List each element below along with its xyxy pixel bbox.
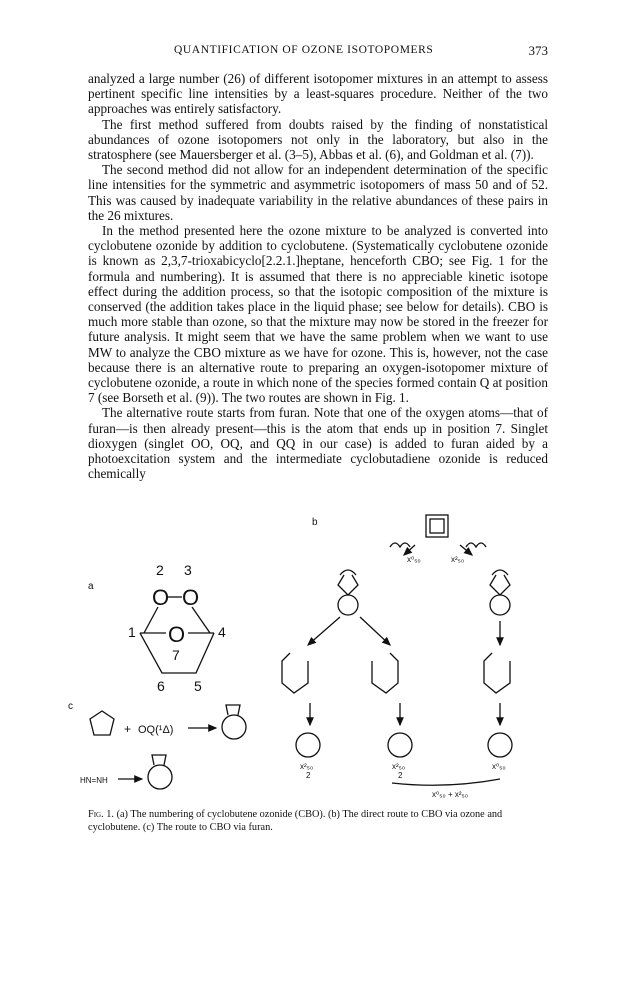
sum-brace xyxy=(392,779,500,785)
x50-asymmetric-label: x²₅₀ xyxy=(451,555,465,564)
cbo-product-3 xyxy=(488,733,512,757)
panel-b xyxy=(282,515,512,799)
zwitterion-1 xyxy=(282,653,308,693)
running-head xyxy=(88,44,548,60)
paragraph-5: The alternative route starts from furan. Note that one of the oxygen atoms—that of furan—is then already present—this is the atom that ends up in position 7. Singlet dioxygen (singlet OO, OQ, and QQ in our case) is added to furan aided by a photoexcitation system and the intermediate cyclobutadiene ozonide is reduced chemically xyxy=(88,405,548,482)
figure-1 xyxy=(60,513,580,803)
cbo-3-abundance: x⁰₅₀ xyxy=(492,762,506,771)
running-title: QUANTIFICATION OF OZONE ISOTOPOMERS xyxy=(174,44,434,56)
sum-label: x⁰₅₀ + x²₅₀ xyxy=(432,790,469,799)
panel-b-label: b xyxy=(312,517,318,528)
ozone-symmetric xyxy=(390,543,410,547)
paragraph-3: The second method did not allow for an independent determination of the specific line intensities for the symmetric and asymmetric isotopomers of mass 50 and of 52. This was caused by inadequate variability in the relative abundances of these pairs in the 26 mixtures. xyxy=(88,162,548,223)
body-text xyxy=(88,71,548,481)
caption-label: Fig. 1. xyxy=(88,809,114,820)
cbo-2-divisor: 2 xyxy=(398,771,403,780)
diimide-label: HN=NH xyxy=(80,776,108,785)
oxygen-3-atom: O xyxy=(182,585,200,610)
oxygen-7-atom: O xyxy=(168,622,186,647)
primary-ozonide-right-ring xyxy=(490,595,510,615)
panel-c-label: c xyxy=(68,701,73,712)
cbo-from-furan-peroxide xyxy=(152,755,166,765)
position-5-label: 5 xyxy=(194,678,202,694)
caption-text: (a) The numbering of cyclobutene ozonide (CBO). (b) The direct route to CBO via ozone and cyclobutene. (c) The route to CBO via furan. xyxy=(88,809,503,833)
primary-ozonide-left xyxy=(338,570,358,595)
intermediate-ozonide xyxy=(222,715,246,739)
paragraph-1: analyzed a large number (26) of different isotopomer mixtures in an attempt to assess pertinent specific line intensities by a least-squares procedure. Neither of the two approaches was entirely satisfactory. xyxy=(88,71,548,117)
primary-ozonide-left-ring xyxy=(338,595,358,615)
figure-caption xyxy=(88,808,548,834)
bond-o3-c4 xyxy=(192,607,210,633)
cbo-product-1 xyxy=(296,733,320,757)
page-number: 373 xyxy=(528,43,548,58)
arrow-split-left xyxy=(308,617,340,645)
ozone-asymmetric xyxy=(466,543,486,547)
furan-ring xyxy=(90,711,114,735)
singlet-oxygen-label: OQ(¹Δ) xyxy=(138,724,174,736)
oxygen-2-atom: O xyxy=(152,585,170,610)
intermediate-peroxide xyxy=(226,705,240,715)
position-2-label: 2 xyxy=(156,562,164,578)
figure-1-svg xyxy=(60,513,580,803)
bond-o2-c1 xyxy=(144,607,158,633)
arrow-split-right xyxy=(360,617,390,645)
position-7-label: 7 xyxy=(172,647,180,663)
paragraph-4: In the method presented here the ozone mixture to be analyzed is converted into cyclobutene ozonide by addition to cyclobutene. (Systematically cyclobutene ozonide is known as 2,3,7-trioxabicyclo[2.2.1.]heptane, henceforth CBO; see Fig. 1 for the formula and numbering). It is assumed that there is no appreciable kinetic isotope effect during the addition process, so that the isotopic composition of the mixture is conserved (the addition takes place in the liquid phase; see below for details). CBO is much more stable than ozone, so that the mixture may now be stored in the freezer for future analysis. It might seem that we have the same problem when we want to use MW to analyze the CBO mixture as we have for ozone. This is, however, not the case because there is an alternative route to preparing an oxygen-isotopomer mixture of cyclobutene ozonide, a route in which none of the species formed contain Q at position 7 (see Borseth et al. (9)). The two routes are shown in Fig. 1. xyxy=(88,223,548,406)
panel-c xyxy=(68,701,246,789)
x50-symmetric-label: x⁰₅₀ xyxy=(407,555,421,564)
cbo-1-divisor: 2 xyxy=(306,771,311,780)
position-1-label: 1 xyxy=(128,624,136,640)
cbo-1-abundance: x²₅₀ xyxy=(300,762,314,771)
plus-sign: + xyxy=(124,722,132,736)
cbo-product-2 xyxy=(388,733,412,757)
primary-ozonide-right xyxy=(490,570,510,595)
position-3-label: 3 xyxy=(184,562,192,578)
cyclobutene-inner xyxy=(430,519,444,533)
cbo-from-furan xyxy=(148,765,172,789)
paragraph-2: The first method suffered from doubts raised by the finding of nonstatistical abundances of ozone isotopomers not only in the laboratory, but also in the stratosphere (see Mauersberger et al. (3–5), Abbas et al. (6), and Goldman et al. (7)). xyxy=(88,116,548,163)
zwitterion-2 xyxy=(372,653,398,693)
cyclobutene-reactant xyxy=(426,515,448,537)
cbo-2-abundance: x²₅₀ xyxy=(392,762,406,771)
panel-a xyxy=(88,562,226,694)
position-4-label: 4 xyxy=(218,624,226,640)
panel-a-label: a xyxy=(88,581,94,592)
zwitterion-3 xyxy=(484,653,510,693)
position-6-label: 6 xyxy=(157,678,165,694)
